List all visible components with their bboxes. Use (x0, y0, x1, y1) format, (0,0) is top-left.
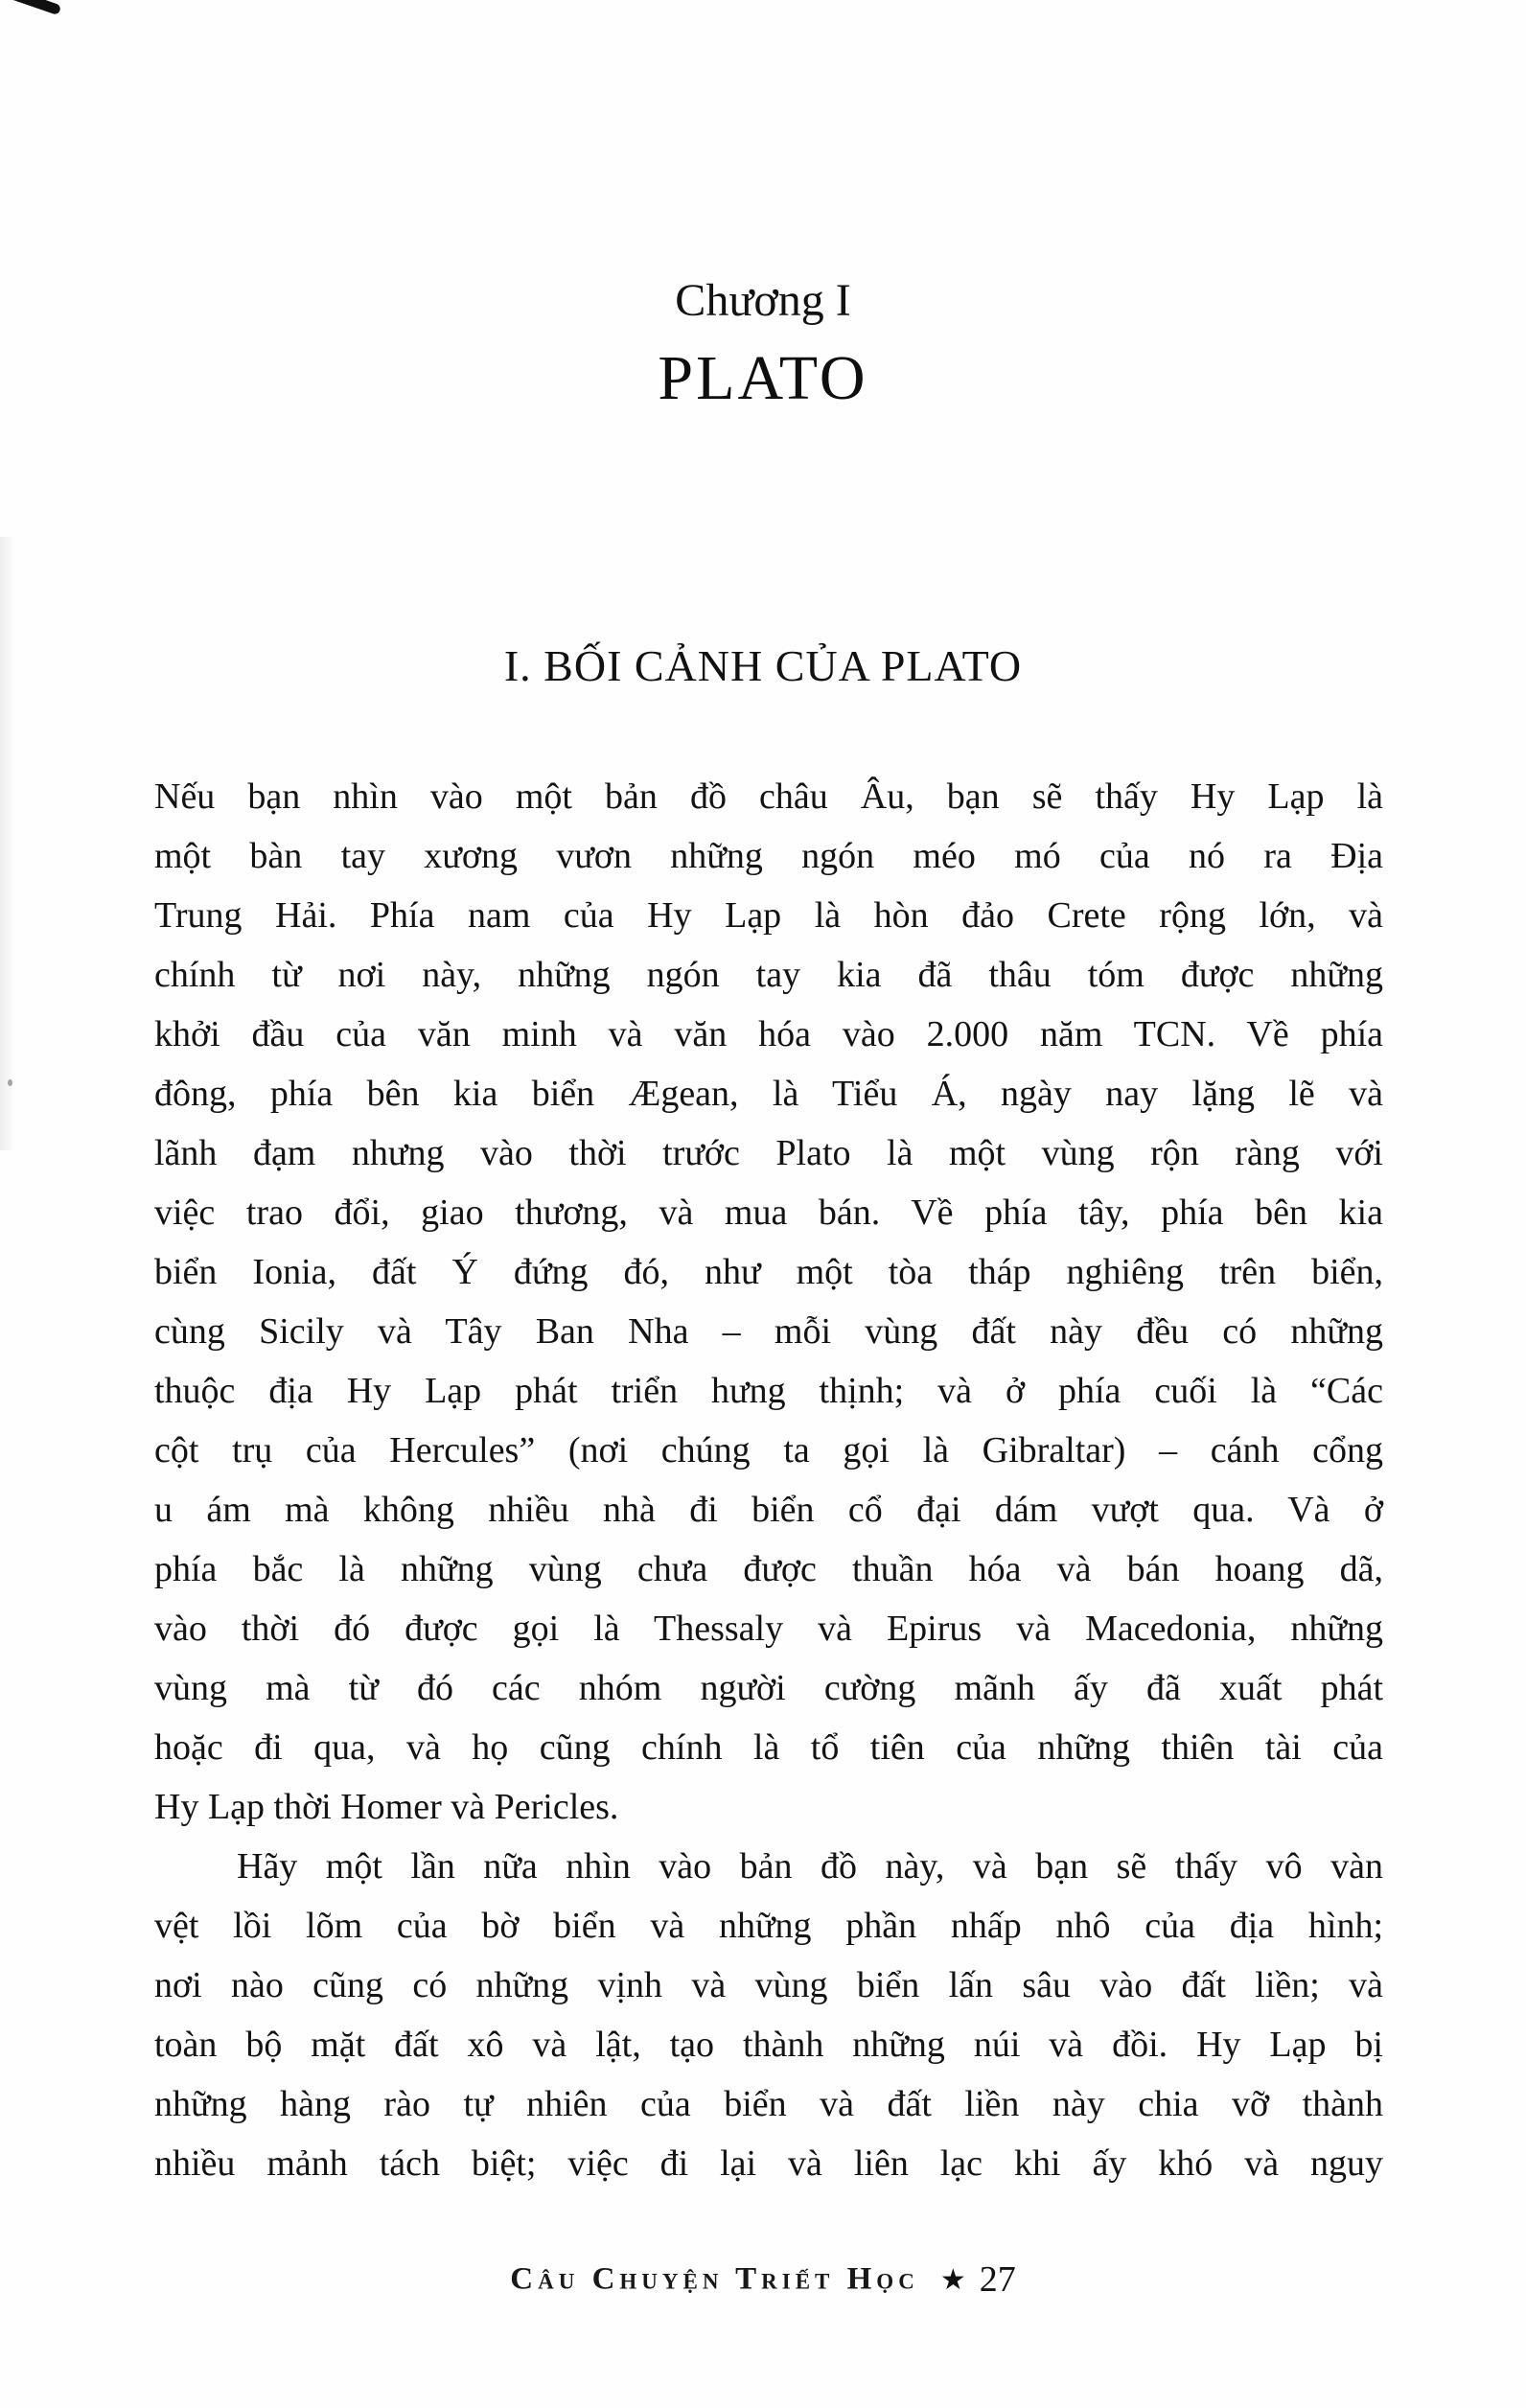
scan-speck (8, 1079, 12, 1086)
chapter-title: PLATO (658, 343, 868, 413)
body-text (154, 767, 1383, 2193)
body-line: phía bắc là những vùng chưa được thuần hóa và bán hoang dã, (154, 1549, 1383, 1589)
body-line: Hy Lạp thời Homer và Pericles. (154, 1787, 619, 1827)
body-line: biển Ionia, đất Ý đứng đó, như một tòa tháp nghiêng trên biển, (154, 1252, 1383, 1292)
body-line: toàn bộ mặt đất xô và lật, tạo thành những núi và đồi. Hy Lạp bị (154, 2025, 1383, 2065)
body-line: Trung Hải. Phía nam của Hy Lạp là hòn đảo Crete rộng lớn, và (154, 895, 1383, 936)
chapter-label: Chương I (675, 275, 851, 326)
body-line: khởi đầu của văn minh và văn hóa vào 2.000 năm TCN. Về phía (154, 1014, 1383, 1054)
page-footer (0, 2258, 1526, 2301)
body-line: nơi nào cũng có những vịnh và vùng biển lấn sâu vào đất liền; và (154, 1965, 1383, 2005)
body-line: đông, phía bên kia biển Ægean, là Tiểu Á, ngày nay lặng lẽ và (154, 1074, 1383, 1114)
body-line: Nếu bạn nhìn vào một bản đồ châu Âu, bạn sẽ thấy Hy Lạp là (154, 776, 1383, 817)
body-line: một bàn tay xương vươn những ngón méo mó của nó ra Địa (154, 836, 1383, 876)
body-line: nhiều mảnh tách biệt; việc đi lại và liên lạc khi ấy khó và nguy (154, 2143, 1383, 2184)
footer-page-number: 27 (979, 2259, 1016, 2300)
ink-mark (6, 0, 61, 15)
body-line: thuộc địa Hy Lạp phát triển hưng thịnh; và ở phía cuối là “Các (154, 1371, 1383, 1411)
body-line: u ám mà không nhiều nhà đi biển cổ đại dám vượt qua. Và ở (154, 1490, 1383, 1530)
section-heading: I. BỐI CẢNH CỦA PLATO (503, 641, 1023, 690)
star-icon: ★ (939, 2263, 966, 2296)
footer-book-title: Câu Chuyện Triết Học (510, 2261, 919, 2297)
scan-edge-shade (0, 537, 15, 1150)
body-line: cột trụ của Hercules” (nơi chúng ta gọi là Gibraltar) – cánh cổng (154, 1430, 1383, 1470)
body-line: vào thời đó được gọi là Thessaly và Epirus và Macedonia, những (154, 1609, 1383, 1649)
body-line: vùng mà từ đó các nhóm người cường mãnh ấy đã xuất phát (154, 1668, 1383, 1708)
body-line: lãnh đạm nhưng vào thời trước Plato là một vùng rộn ràng với (154, 1133, 1383, 1173)
body-line: Hãy một lần nữa nhìn vào bản đồ này, và bạn sẽ thấy vô vàn (237, 1846, 1383, 1887)
body-line: hoặc đi qua, và họ cũng chính là tổ tiên của những thiên tài của (154, 1727, 1383, 1768)
body-line: vệt lồi lõm của bờ biển và những phần nhấp nhô của địa hình; (154, 1906, 1383, 1946)
body-line: cùng Sicily và Tây Ban Nha – mỗi vùng đất này đều có những (154, 1311, 1383, 1352)
body-line: chính từ nơi này, những ngón tay kia đã thâu tóm được những (154, 955, 1383, 995)
body-line: việc trao đổi, giao thương, và mua bán. Về phía tây, phía bên kia (154, 1192, 1383, 1233)
body-line: những hàng rào tự nhiên của biển và đất liền này chia vỡ thành (154, 2084, 1383, 2124)
